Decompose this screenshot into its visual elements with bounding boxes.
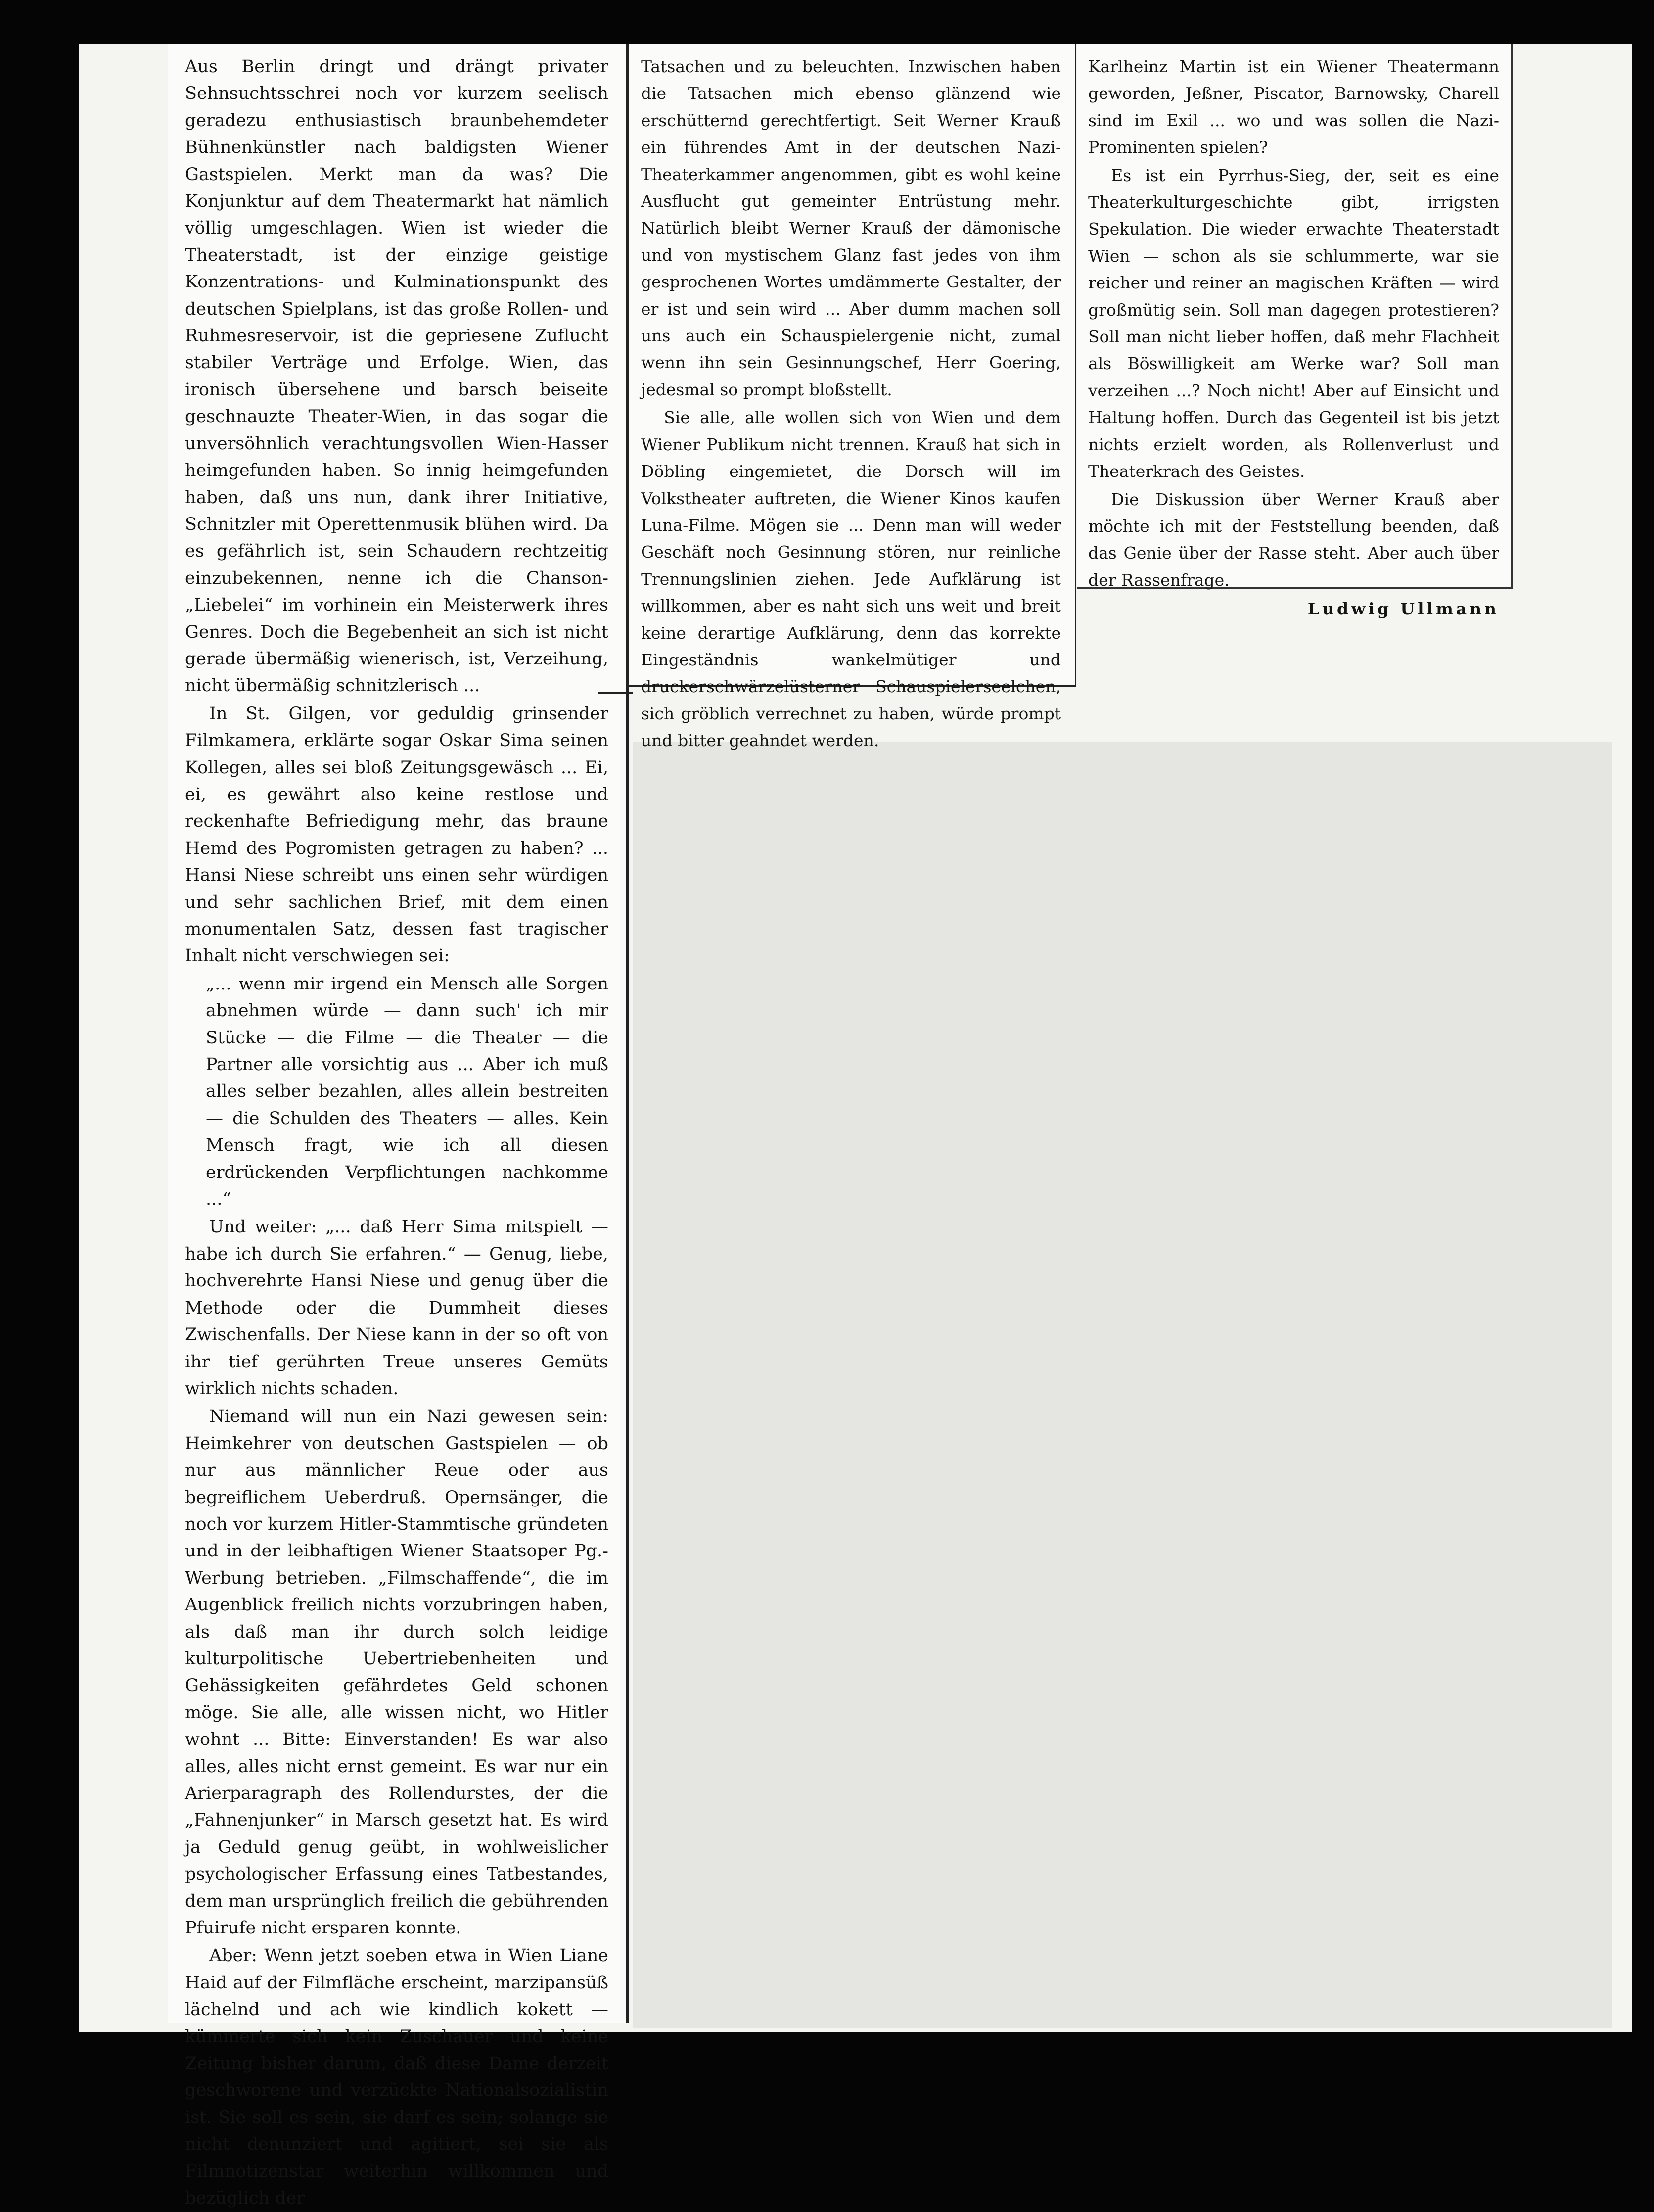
photocopy-shadow <box>633 742 1612 2028</box>
author-signature: Ludwig Ullmann <box>1307 599 1499 619</box>
paragraph: Es ist ein Pyrrhus-Sieg, der, seit es eine Theaterkulturgeschichte gibt, irrigsten Spekulation. Die wieder erwachte Theaterstadt Wien — schon als sie schlummerte, war sie reicher und reiner an magischen Kräften — wird großmütig sein. Soll man dagegen protestieren? Soll man nicht lieber hoffen, daß mehr Flachheit als Böswilligkeit am Werke war? Soll man verzeihen ...? Noch nicht! Aber auf Einsicht und Haltung hoffen. Durch das Gegenteil ist bis jetzt nichts erzielt worden, als Rollenverlust und Theaterkrach des Geistes. <box>1088 165 1499 481</box>
cut-edge-line <box>627 44 629 2023</box>
paragraph: Tatsachen und zu beleuchten. Inzwischen haben die Tatsachen mich ebenso glänzend wie erschütternd gerechtfertigt. Seit Werner Krauß ein führendes Amt in der deutschen Nazi-Theaterkammer angenommen, gibt es wohl keine Ausflucht gut gemeinter Entrüstung mehr. Natürlich bleibt Werner Krauß der dämonische und von mystischem Glanz fast jedes von ihm gesprochenen Wortes umdämmerte Gestalter, der er ist und sein wird ... Aber dumm machen soll uns auch ein Schauspielergenie nicht, zumal wenn ihn sein Gesinnungschef, Herr Goering, jedesmal so prompt bloßstellt. <box>641 57 1061 399</box>
article-column-3 <box>1077 44 1513 619</box>
paragraph: Karlheinz Martin ist ein Wiener Theatermann geworden, Jeßner, Piscator, Barnowsky, Charell sind im Exil ... wo und was sollen die Nazi-Prominenten spielen? <box>1088 57 1499 157</box>
article-column-1 <box>168 44 628 2209</box>
paragraph: Aber: Wenn jetzt soeben etwa in Wien Liane Haid auf der Filmfläche erscheint, marzipansüß lächelnd und ach wie kindlich kokett — kümmerte sich kein Zuschauer und keine Zeitung bisher darum, daß diese Dame derzeit geschworene und verzückte Nationalsozialistin ist. Sie soll es sein, sie darf es sein; solange sie nicht denunziert und agitiert, sei sie als Filmnotizenstar weiterhin willkommen und bezüglich der <box>185 1946 608 2209</box>
paragraph: Sie alle, alle wollen sich von Wien und dem Wiener Publikum nicht trennen. Krauß hat sich in Döbling eingemietet, die Dorsch will im Volkstheater auftreten, die Wiener Kinos kaufen Luna-Filme. Mögen sie ... Denn man will weder Geschäft noch Gesinnung stören, nur reinliche Trennungslinien ziehen. Jede Aufklärung ist willkommen, aber es naht sich uns weit und breit keine derartige Aufklärung, denn das korrekte Eingeständnis wankelmütiger und druckerschwärzelüsterner Schauspielerseelchen, sich gröblich verrechnet zu haben, würde prompt und bitter geahndet werden. <box>641 408 1061 751</box>
paragraph: Und weiter: „... daß Herr Sima mitspielt — habe ich durch Sie erfahren.“ — Genug, liebe, hochverehrte Hansi Niese und genug über die Methode oder die Dummheit dieses Zwischenfalls. Der Niese kann in der so oft von ihr tief gerührten Treue unseres Gemüts wirklich nichts schaden. <box>185 1217 608 1399</box>
paragraph: Die Diskussion über Werner Krauß aber möchte ich mit der Feststellung beenden, daß das Genie über der Rasse steht. Aber auch über der Rassenfrage. <box>1088 489 1499 590</box>
paragraph: In St. Gilgen, vor geduldig grinsender Filmkamera, erklärte sogar Oskar Sima seinen Kollegen, alles sei bloß Zeitungsgewäsch ... Ei, ei, es gewährt also keine restlose und reckenhafte Befriedigung mehr, das braune Hemd des Pogromisten getragen zu haben? ... Hansi Niese schreibt uns einen sehr würdigen und sehr sachlichen Brief, mit dem einen monumentalen Satz, dessen fast tragischer Inhalt nicht verschwiegen sei: <box>185 704 608 966</box>
article-column-2 <box>629 44 1076 751</box>
paragraph: Aus Berlin dringt und drängt privater Sehnsuchtsschrei noch vor kurzem seelisch geradezu enthusiastisch braunbehemdeter Bühnenkünstler nach baldigsten Wiener Gastspielen. Merkt man da was? Die Konjunktur auf dem Theatermarkt hat nämlich völlig umgeschlagen. Wien ist wieder die Theaterstadt, ist der einzige geistige Konzentrations- und Kulminationspunkt des deutschen Spielplans, ist das große Rollen- und Ruhmesreservoir, ist die gepriesene Zuflucht stabiler Verträge und Erfolge. Wien, das ironisch übersehene und barsch beiseite geschnauzte Theater-Wien, in das sogar die unversöhnlich verachtungsvollen Wien-Hasser heimgefunden haben. So innig heimgefunden haben, daß uns nun, dank ihrer Initiative, Schnitzler mit Operettenmusik blühen wird. Da es gefährlich ist, sein Schaudern rechtzeitig einzubekennen, nenne ich die Chanson-„Liebelei“ im vorhinein ein Meisterwerk ihres Genres. Doch die Begebenheit an sich ist nicht gerade übermäßig wienerisch, ist, Verzeihung, nicht übermäßig schnitzlerisch ... <box>185 57 608 696</box>
quotation: „... wenn mir irgend ein Mensch alle Sorgen abnehmen würde — dann such' ich mir Stücke — die Filme — die Theater — die Partner alle vorsichtig aus ... Aber ich muß alles selber bezahlen, alles allein bestreiten — die Schulden des Theaters — alles. Kein Mensch fragt, wie ich all diesen erdrückenden Verpflichtungen nachkomme ...“ <box>206 974 608 1210</box>
paragraph: Niemand will nun ein Nazi gewesen sein: Heimkehrer von deutschen Gastspielen — ob nur aus männlicher Reue oder aus begreiflichem Ueberdruß. Opernsänger, die noch vor kurzem Hitler-Stammtische gründeten und in der leibhaftigen Wiener Staatsoper Pg.-Werbung betrieben. „Filmschaffende“, die im Augenblick freilich nichts vorzubringen haben, als daß man ihr durch solch leidige kulturpolitische Uebertriebenheiten und Gehässigkeiten gefährdetes Geld schonen möge. Sie alle, alle wissen nicht, wo Hitler wohnt ... Bitte: Einverstanden! Es war also alles, alles nicht ernst gemeint. Es war nur ein Arierparagraph des Rollendurstes, der die „Fahnenjunker“ in Marsch gesetzt hat. Es wird ja Geduld genug geübt, in wohlweislicher psychologischer Erfassung eines Tatbestandes, dem man ursprünglich freilich die gebührenden Pfuirufe nicht ersparen konnte. <box>185 1407 608 1938</box>
cut-edge-line <box>598 692 633 694</box>
